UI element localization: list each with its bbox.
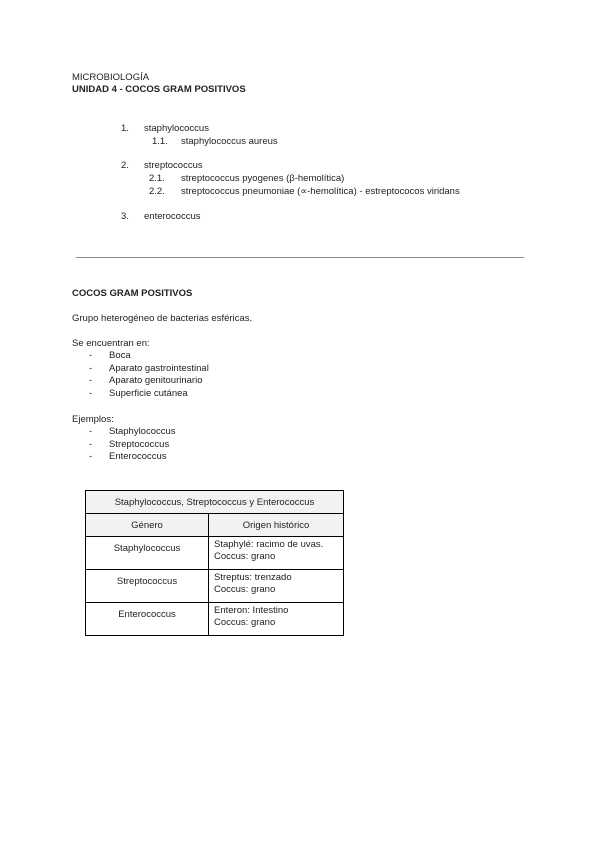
table-row <box>86 537 344 570</box>
outline-number: 3. <box>121 211 129 222</box>
dash-bullet: - <box>89 375 93 386</box>
list-item-label: Streptococcus <box>109 438 170 450</box>
list-item-label: Boca <box>109 350 131 361</box>
list-item-label: Enterococcus <box>109 451 167 462</box>
found-label: Se encuentran en: <box>72 338 150 349</box>
genus-cell: Streptococcus <box>86 570 209 603</box>
outline-number: 2. <box>121 160 129 171</box>
subject-heading: MICROBIOLOGÍA <box>72 72 150 83</box>
list-item <box>89 451 176 464</box>
genus-origin-table <box>85 490 344 636</box>
outline-number: 1. <box>121 123 129 134</box>
outline-subitem: streptococcus pyogenes (β-hemolítica) <box>181 173 345 184</box>
genus-cell: Enterococcus <box>86 603 209 636</box>
examples-label: Ejemplos: <box>72 414 114 425</box>
list-item <box>89 426 176 439</box>
table-row <box>86 570 344 603</box>
found-list <box>89 350 209 400</box>
outline-item: streptococcus <box>144 160 203 171</box>
origin-line: Streptus: trenzado <box>214 572 292 583</box>
origin-line: Coccus: grano <box>214 616 276 628</box>
outline-item: staphylococcus <box>144 123 209 134</box>
list-item <box>89 388 209 401</box>
dash-bullet: - <box>89 362 93 374</box>
column-header-genus: Género <box>86 514 209 537</box>
section-title: COCOS GRAM POSITIVOS <box>72 288 193 299</box>
origin-line: Staphylé: racimo de uvas. <box>214 539 324 550</box>
dash-bullet: - <box>89 451 93 462</box>
list-item <box>89 363 209 376</box>
dash-bullet: - <box>89 387 93 399</box>
examples-list <box>89 426 176 464</box>
list-item-label: Aparato gastrointestinal <box>109 362 209 374</box>
horizontal-divider <box>76 257 524 258</box>
genus-cell: Staphylococcus <box>86 537 209 570</box>
origin-cell <box>209 570 344 603</box>
origin-cell <box>209 603 344 636</box>
table-row <box>86 603 344 636</box>
outline-subnumber: 2.1. <box>149 173 165 184</box>
outline-item: enterococcus <box>144 211 201 222</box>
origin-line: Enteron: Intestino <box>214 605 289 616</box>
origin-cell <box>209 537 344 570</box>
list-item <box>89 375 209 388</box>
dash-bullet: - <box>89 438 93 450</box>
column-header-origin: Origen histórico <box>209 514 344 537</box>
origin-line: Coccus: grano <box>214 550 276 562</box>
list-item <box>89 350 209 363</box>
section-intro: Grupo heterogéneo de bacterias esféricas. <box>72 313 253 324</box>
outline-subitem: staphylococcus aureus <box>181 136 278 147</box>
outline-subnumber: 2.2. <box>149 186 165 197</box>
outline-subnumber: 1.1. <box>152 136 168 147</box>
unit-title: UNIDAD 4 - COCOS GRAM POSITIVOS <box>72 84 246 95</box>
list-item <box>89 439 176 452</box>
outline-subitem: streptococcus pneumoniae (∝-hemolítica) - estreptococos viridans <box>181 186 460 197</box>
list-item-label: Aparato genitourinario <box>109 375 203 386</box>
table-caption: Staphylococcus, Streptococcus y Enterococcus <box>86 491 344 514</box>
dash-bullet: - <box>89 426 93 437</box>
list-item-label: Superficie cutánea <box>109 387 188 399</box>
dash-bullet: - <box>89 350 93 361</box>
list-item-label: Staphylococcus <box>109 426 176 437</box>
origin-line: Coccus: grano <box>214 583 276 595</box>
